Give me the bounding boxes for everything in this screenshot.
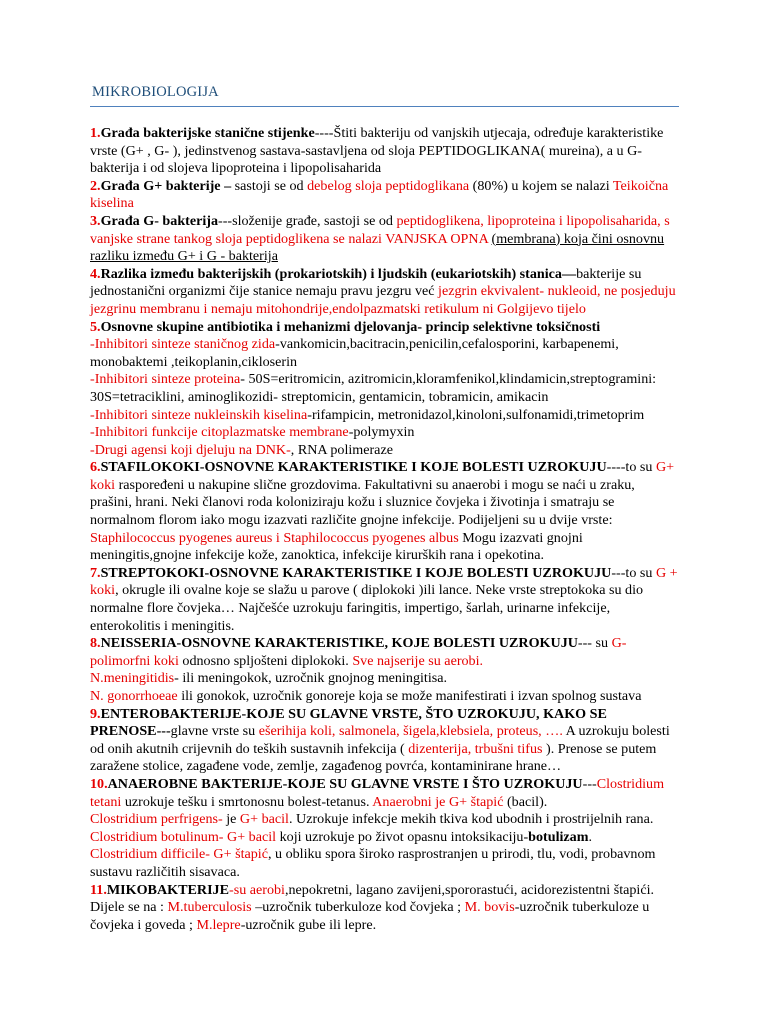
- antibiotic-group: [90, 442, 680, 460]
- highlight-text: -Inhibitori sinteze staničnog zida: [90, 336, 276, 353]
- underlined-text: (membrana) koja čini osnovnu razliku između G+ i G - bakterija: [90, 230, 665, 265]
- highlight-text: G+ bacil: [239, 811, 289, 828]
- section-text: ---složenije građe, sastoji se od: [218, 212, 397, 229]
- section-1: [90, 125, 680, 178]
- highlight-text: -su aerobi: [229, 881, 285, 898]
- bold-term: botulizam: [528, 828, 589, 845]
- highlight-text: Clostridium botulinum- G+ bacil: [90, 828, 277, 845]
- section-text: ----Štiti bakteriju od vanjskih utjecaja, određuje karakteristike vrste (G+ , G- ), jedinstvenog sastava-sastavljena od sloja PEPTIDOGLIKANA( mureina), a u G-bakterija i od slojeva lipoproteina i lipopolisaharida: [90, 125, 664, 177]
- section-text: ----to su: [606, 459, 656, 476]
- section-heading: Razlika između bakterijskih (prokariotskih) i ljudskih (eukariotskih) stanica—: [100, 265, 577, 282]
- section-text: sastoji se od: [231, 177, 308, 194]
- section-text: , okrugle ili ovalne koje se slažu u parove ( diplokoki )ili lance. Neke vrste streptokoka su dio normalne flore čovjeka… Najčešće uzrokuju faringitis, impertigo, šarlah, urinarne infekcije, enterokolitis i meningitis.: [90, 582, 644, 634]
- highlight-text: N.meningitidis: [90, 670, 175, 687]
- section-10-line: [90, 846, 680, 881]
- antibiotic-group: [90, 407, 680, 425]
- highlight-text: Clostridium tetani: [90, 775, 665, 810]
- section-text: -polymyxin: [348, 424, 415, 441]
- section-text: ---to su: [611, 564, 656, 581]
- section-number: 8.: [90, 635, 101, 652]
- section-5: [90, 319, 680, 337]
- section-number: 3.: [90, 212, 101, 229]
- highlight-text: ešerihija koli, salmonela, šigela,klebsiela, proteus, ….: [258, 723, 563, 740]
- section-number: 6.: [90, 459, 101, 476]
- highlight-text: G- polimorfni koki: [90, 635, 627, 669]
- section-heading: STREPTOKOKI-OSNOVNE KARAKTERISTIKE I KOJE BOLESTI UZROKUJU: [100, 564, 612, 581]
- section-text: -vankomicin,bacitracin,penicilin,cefalosporini, karbapenemi, monobaktemi ,teikoplanin,cikloserin: [90, 336, 619, 370]
- page-title: MIKROBIOLOGIJA: [92, 84, 219, 100]
- highlight-text: Anaerobni je G+ štapić: [372, 793, 504, 810]
- section-text: (80%) u kojem se nalazi: [469, 177, 613, 194]
- section-text: uzrokuje tešku i smrtonosnu bolest-tetanus.: [121, 793, 373, 810]
- highlight-text: -Inhibitori funkcije citoplazmatske membrane: [90, 424, 349, 441]
- highlight-text: -Drugi agensi koji djeluju na DNK-: [90, 441, 291, 458]
- section-text: - 50S=eritromicin, azitromicin,kloramfenikol,klindamicin,streptogramini: 30S=tetraciklini, aminoglikozidi- streptomicin, gentamicin, tobramicin, amikacin: [90, 371, 657, 405]
- section-8-line: [90, 670, 680, 688]
- section-heading: Građa G+ bakterije –: [100, 177, 232, 194]
- section-number: 4.: [90, 265, 101, 282]
- section-heading: Osnovne skupine antibiotika i mehanizmi djelovanja- princip selektivne toksičnosti: [100, 318, 601, 335]
- section-number: 10.: [90, 775, 108, 792]
- section-number: 5.: [90, 318, 101, 335]
- highlight-text: Teikoična kiselina: [90, 177, 669, 212]
- section-text: .: [588, 828, 592, 845]
- section-6: [90, 459, 680, 565]
- title-divider: [90, 106, 679, 107]
- section-11: [90, 882, 680, 935]
- section-text: bakterije su jednostanični organizmi čije stanice nemaju pravu jezgru već: [90, 265, 642, 300]
- section-text: A uzrokuju bolesti od onih akutnih crijevnih do teških sustavnih infekcija (: [90, 723, 670, 757]
- section-text: . Uzrokuje infekcje mekih tkiva kod ubodnih i prostrijelnih rana.: [288, 811, 654, 828]
- highlight-text: Clostridium perfrigens-: [90, 811, 223, 828]
- section-text: -rifampicin, metronidazol,kinoloni,sulfonamidi,trimetoprim: [307, 406, 645, 423]
- section-text: ---: [582, 775, 597, 792]
- section-text: -uzročnik gube ili lepre.: [240, 916, 377, 933]
- highlight-text: debelog sloja peptidoglikana: [307, 177, 470, 194]
- section-text: –uzročnik tuberkuloze kod čovjeka ;: [251, 899, 465, 916]
- section-text: (bacil).: [503, 793, 548, 810]
- section-text: , RNA polimeraze: [290, 441, 393, 458]
- highlight-text: Staphilococcus pyogenes aureus i Staphilococcus pyogenes albus: [90, 529, 459, 546]
- section-text: koji uzrokuje po život opasnu intoksikaciju-: [276, 828, 529, 845]
- section-text: ili gonokok, uzročnik gonoreje koja se može manifestirati i izvan spolnog sustava: [177, 688, 642, 704]
- section-text: Mogu izazvati gnojni meningitis,gnojne infekcije kože, zanoktica, infekcije kirurških rana i opekotina.: [90, 529, 583, 564]
- highlight-text: G + koki: [90, 564, 678, 599]
- section-text: -uzročnik tuberkuloze u čovjeka i goveda ;: [90, 899, 650, 933]
- section-text: odnosno spljošteni diplokoki.: [178, 652, 353, 669]
- section-text: je: [222, 811, 240, 828]
- antibiotic-group: [90, 371, 680, 406]
- section-10-line: [90, 811, 680, 829]
- section-heading: ENTEROBAKTERIJE-KOJE SU GLAVNE VRSTE, ŠTO UZROKUJU, KAKO SE PRENOSE---: [90, 705, 607, 740]
- section-10: [90, 776, 680, 811]
- section-8: [90, 635, 680, 670]
- section-3: [90, 213, 680, 266]
- section-heading: STAFILOKOKI-OSNOVNE KARAKTERISTIKE I KOJE BOLESTI UZROKUJU: [100, 459, 607, 476]
- section-4: [90, 266, 680, 319]
- highlight-text: Clostridium difficile- G+ štapić: [90, 846, 268, 863]
- section-text: - ili meningokok, uzročnik gnojnog meningitisa.: [174, 670, 448, 687]
- section-number: 11.: [90, 881, 107, 898]
- section-10-line: [90, 829, 680, 847]
- highlight-text: G+ koki: [90, 459, 675, 493]
- section-heading: Građa G- bakterija: [100, 212, 219, 229]
- highlight-text: -Inhibitori sinteze proteina: [90, 371, 241, 388]
- section-text: glavne vrste su: [170, 723, 259, 740]
- section-2: [90, 178, 680, 213]
- highlight-text: M. bovis: [464, 899, 515, 916]
- highlight-text: jezgrin ekvivalent- nukleoid, ne posjeduju jezgrinu membranu i nemaju mitohondrije,endolpazmatski retikulum ni Golgijevo tijelo: [90, 283, 676, 317]
- antibiotic-group: [90, 336, 680, 371]
- section-heading: ANAEROBNE BAKTERIJE-KOJE SU GLAVNE VRSTE I ŠTO UZROKUJU: [107, 775, 583, 792]
- highlight-text: M.lepre: [196, 916, 241, 933]
- section-heading: MIKOBAKTERIJE: [106, 881, 230, 898]
- section-text: raspoređeni u nakupine slične grozdovima. Fakultativni su anaerobi i mogu se naći u zraku, prašini, hrani. Neki članovi roda koloniziraju kožu i sluznice čovjeka i životinja i smatraju se normalnom florom iako mogu izazvati različite gnojne infekcije. Podijeljeni su u dvije vrste:: [90, 476, 635, 529]
- highlight-text: -Inhibitori sinteze nukleinskih kiselina: [90, 406, 308, 423]
- section-heading: Građa bakterijske stanične stijenke: [100, 125, 315, 141]
- section-9: [90, 706, 680, 776]
- section-text: , u obliku spora široko rasprostranjen u prirodi, tlu, vodi, probavnom sustavu različitih sisavaca.: [90, 846, 656, 880]
- section-number: 9.: [90, 705, 101, 722]
- section-heading: NEISSERIA-OSNOVNE KARAKTERISTIKE, KOJE BOLESTI UZROKUJU: [100, 635, 578, 652]
- section-text: --- su: [577, 635, 612, 652]
- antibiotic-group: [90, 424, 680, 442]
- section-text: ,nepokretni, lagano zavijeni,spororastući, acidorezistentni štapići. Dijele se na :: [90, 881, 655, 916]
- section-7: [90, 565, 680, 635]
- highlight-text: Sve najserije su aerobi.: [352, 652, 484, 669]
- document-body: [90, 125, 680, 934]
- section-number: 2.: [90, 177, 101, 194]
- section-number: 1.: [90, 125, 101, 141]
- highlight-text: peptidoglikena, lipoproteina i lipopolisaharida, s vanjske strane tankog sloja peptidoglikena se nalazi VANJSKA OPNA: [90, 212, 670, 247]
- highlight-text: dizenterija, trbušni tifus: [408, 740, 543, 757]
- highlight-text: M.tuberculosis: [167, 899, 252, 916]
- section-8-line: [90, 688, 680, 706]
- section-text: ). Prenose se putem zaražene stolice, zagađene vode, zemlje, zagađenog povrća, kontaminirane hrane…: [90, 740, 657, 775]
- section-number: 7.: [90, 564, 101, 581]
- highlight-text: N. gonorrhoeae: [90, 688, 178, 704]
